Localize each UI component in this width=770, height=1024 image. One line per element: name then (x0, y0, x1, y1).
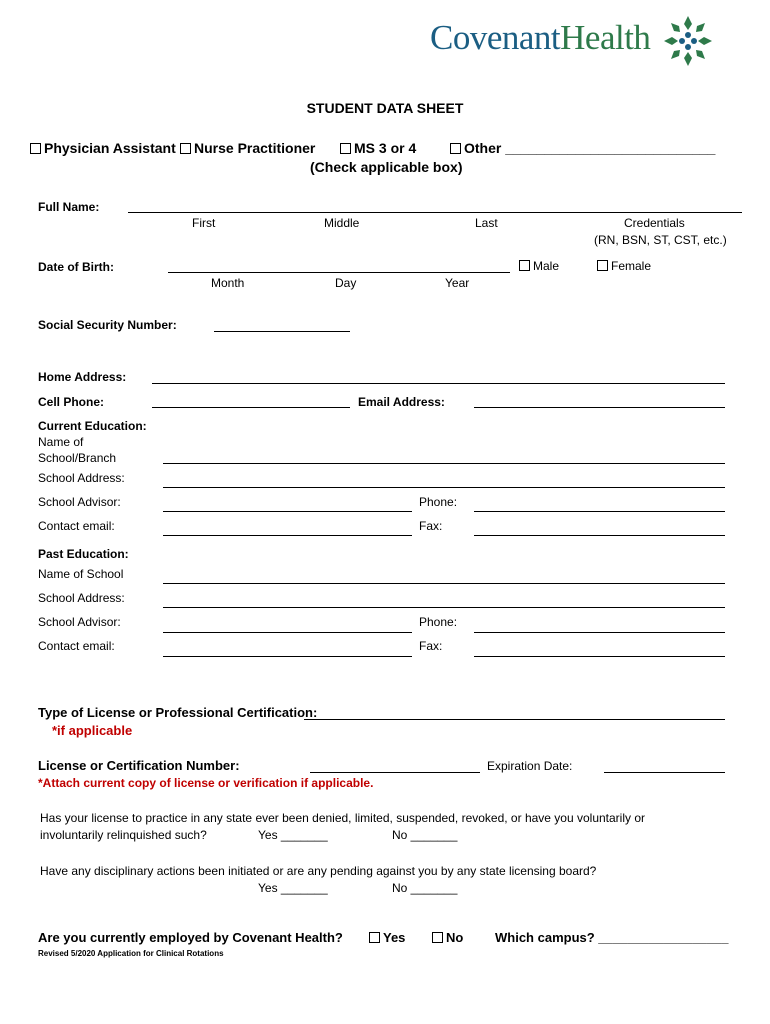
role-physician-assistant[interactable]: Physician Assistant (30, 140, 176, 156)
role-ms-3-or-4[interactable]: MS 3 or 4 (340, 140, 416, 156)
past-school-address-field[interactable] (163, 607, 725, 608)
role-other[interactable]: Other ___________________________ (450, 140, 715, 156)
license-type-label: Type of License or Professional Certification: (38, 705, 318, 720)
past-fax-field[interactable] (474, 656, 725, 657)
credentials-label: Credentials (624, 216, 685, 230)
current-fax-label: Fax: (419, 519, 443, 533)
current-phone-label: Phone: (419, 495, 458, 509)
other-blank: ___________________________ (505, 140, 716, 156)
email-address-label: Email Address: (358, 395, 445, 409)
which-campus[interactable]: Which campus? __________________ (495, 930, 729, 945)
email-address-field[interactable] (474, 407, 725, 408)
dob-female[interactable]: Female (597, 259, 651, 273)
checkbox-icon (597, 260, 608, 271)
past-phone-field[interactable] (474, 632, 725, 633)
home-address-label: Home Address: (38, 370, 127, 384)
past-school-advisor-label: School Advisor: (38, 615, 121, 629)
past-phone-label: Phone: (419, 615, 458, 629)
full-name-label: Full Name: (38, 200, 100, 214)
checkbox-icon (432, 932, 443, 943)
expiration-date-label: Expiration Date: (487, 759, 573, 773)
license-number-note: *Attach current copy of license or verification if applicable. (38, 776, 374, 790)
dob-male[interactable]: Male (519, 259, 559, 273)
covenant-cross-icon (662, 14, 714, 68)
current-school-name-field[interactable] (163, 463, 725, 464)
page-title: STUDENT DATA SHEET (306, 100, 464, 116)
past-contact-email-field[interactable] (163, 656, 412, 657)
day-label: Day (335, 276, 357, 290)
cell-phone-label: Cell Phone: (38, 395, 105, 409)
check-note: (Check applicable box) (310, 159, 463, 175)
dob-field[interactable] (168, 272, 510, 273)
expiration-date-field[interactable] (604, 772, 725, 773)
current-phone-field[interactable] (474, 511, 725, 512)
past-school-name-field[interactable] (163, 583, 725, 584)
question2-line1: Have any disciplinary actions been initiated or are any pending against you by any state licensing board? (40, 864, 597, 878)
checkbox-icon (30, 143, 41, 154)
license-number-field[interactable] (310, 772, 480, 773)
question1-yes[interactable]: Yes _______ (258, 828, 328, 842)
employed-yes[interactable]: Yes (369, 930, 405, 945)
past-education-heading: Past Education: (38, 547, 129, 561)
cell-phone-field[interactable] (152, 407, 350, 408)
checkbox-icon (519, 260, 530, 271)
role-nurse-practitioner[interactable]: Nurse Practitioner (180, 140, 315, 156)
employed-question: Are you currently employed by Covenant Health? (38, 930, 343, 945)
past-school-address-label: School Address: (38, 591, 125, 605)
middle-label: Middle (324, 216, 360, 230)
employed-no[interactable]: No (432, 930, 463, 945)
past-contact-email-label: Contact email: (38, 639, 115, 653)
first-label: First (192, 216, 216, 230)
past-fax-label: Fax: (419, 639, 443, 653)
month-label: Month (211, 276, 245, 290)
dob-label: Date of Birth: (38, 260, 114, 274)
current-school-address-label: School Address: (38, 471, 125, 485)
footer-revision: Revised 5/2020 Application for Clinical Rotations (38, 949, 224, 958)
home-address-field[interactable] (152, 383, 725, 384)
year-label: Year (445, 276, 470, 290)
full-name-field[interactable] (128, 212, 742, 213)
license-number-label: License or Certification Number: (38, 758, 240, 773)
current-school-name-label-2: School/Branch (38, 451, 117, 465)
ssn-field[interactable] (214, 331, 350, 332)
credentials-hint: (RN, BSN, ST, CST, etc.) (594, 233, 727, 247)
license-type-field[interactable] (304, 719, 725, 720)
past-school-advisor-field[interactable] (163, 632, 412, 633)
current-education-heading: Current Education: (38, 419, 147, 433)
last-label: Last (475, 216, 498, 230)
checkbox-icon (369, 932, 380, 943)
question1-no[interactable]: No _______ (392, 828, 458, 842)
question1-line2: involuntarily relinquished such? (40, 828, 207, 842)
current-school-address-field[interactable] (163, 487, 725, 488)
current-school-advisor-label: School Advisor: (38, 495, 121, 509)
logo-wordmark (430, 18, 650, 58)
current-contact-email-label: Contact email: (38, 519, 115, 533)
checkbox-icon (180, 143, 191, 154)
past-school-name-label: Name of School (38, 567, 124, 581)
checkbox-icon (340, 143, 351, 154)
current-fax-field[interactable] (474, 535, 725, 536)
logo-part-health: Health (560, 18, 651, 57)
question2-yes[interactable]: Yes _______ (258, 881, 328, 895)
current-school-advisor-field[interactable] (163, 511, 412, 512)
checkbox-icon (450, 143, 461, 154)
license-type-note: *if applicable (52, 723, 133, 738)
logo-part-covenant: Covenant (430, 18, 561, 57)
ssn-label: Social Security Number: (38, 318, 177, 332)
current-school-name-label-1: Name of (38, 435, 84, 449)
question1-line1: Has your license to practice in any state ever been denied, limited, suspended, revoked, or have you voluntarily or (40, 811, 646, 825)
current-contact-email-field[interactable] (163, 535, 412, 536)
question2-no[interactable]: No _______ (392, 881, 458, 895)
